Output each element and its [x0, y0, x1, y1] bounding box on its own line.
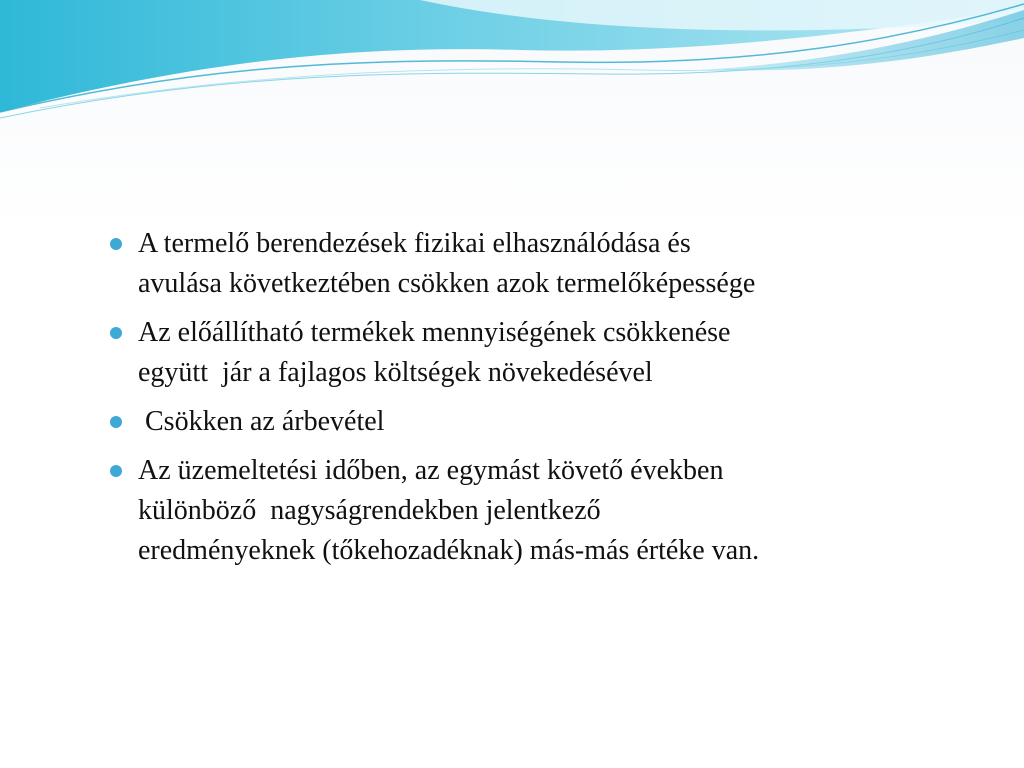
- bullet-icon: [110, 465, 122, 477]
- bullet-text: A termelő berendezések fizikai elhasználódása és avulása következtében csökken azok termelőképessége: [138, 228, 756, 299]
- list-item: [108, 402, 988, 442]
- bullet-text: Csökken az árbevétel: [138, 406, 385, 437]
- bullet-icon: [110, 416, 122, 428]
- list-item: [108, 313, 988, 393]
- bullet-text: Az üzemeltetési időben, az egymást követő években különböző nagyságrendekben jelentkező eredményeknek (tőkehozadéknak) más-más értéke van.: [138, 455, 760, 566]
- bullet-icon: [110, 327, 122, 339]
- bullet-text: Az előállítható termékek mennyiségének csökkenése együtt jár a fajlagos költségek növekedésével: [138, 317, 731, 388]
- header-wave-decoration: [0, 0, 1024, 130]
- bullet-content: [108, 224, 988, 580]
- list-item: [108, 451, 988, 571]
- bullet-list: [108, 224, 988, 571]
- list-item: [108, 224, 988, 304]
- bullet-icon: [110, 238, 122, 250]
